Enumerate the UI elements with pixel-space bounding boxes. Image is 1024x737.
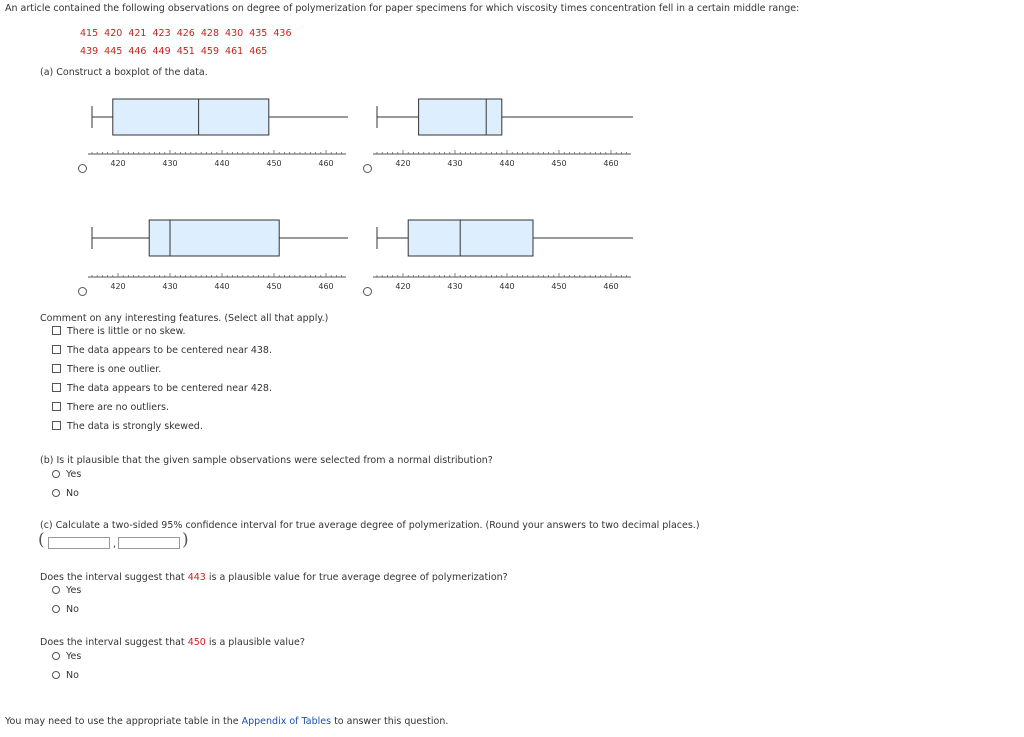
iqr-box (419, 99, 502, 135)
iqr-box (149, 220, 279, 256)
tick-label: 460 (318, 282, 334, 291)
radio-button[interactable] (52, 489, 60, 497)
part-c-prompt: (c) Calculate a two-sided 95% confidence interval for true average degree of polymerization. (Round your answers to two decimal places.) (40, 520, 700, 531)
checkbox[interactable] (52, 364, 61, 373)
checkbox[interactable] (52, 326, 61, 335)
tick-label: 460 (318, 159, 334, 168)
q443-no[interactable]: No (52, 604, 79, 615)
checkbox[interactable] (52, 421, 61, 430)
part-a-prompt: (a) Construct a boxplot of the data. (40, 67, 208, 78)
tick-label: 430 (447, 282, 463, 291)
tick-label: 420 (395, 282, 411, 291)
comment-option-strongly-skewed[interactable]: The data is strongly skewed. (52, 421, 203, 432)
comment-option-centered-428[interactable]: The data appears to be centered near 428. (52, 383, 272, 394)
appendix-link[interactable]: Appendix of Tables (241, 716, 332, 727)
q450-value: 450 (187, 637, 206, 648)
data-row-2: 439 445 446 449 451 459 461 465 (80, 46, 268, 57)
radio-button[interactable] (52, 652, 60, 660)
boxplot-option-4 (371, 213, 633, 297)
tick-label: 450 (266, 282, 282, 291)
tick-label: 450 (551, 159, 567, 168)
tick-label: 420 (110, 159, 126, 168)
tick-label: 430 (162, 159, 178, 168)
comment-option-no-outliers[interactable]: There are no outliers. (52, 402, 169, 413)
close-paren: ) (182, 530, 189, 550)
iqr-box (408, 220, 533, 256)
open-paren: ( (38, 530, 45, 550)
iqr-box (113, 99, 269, 135)
radio-button[interactable] (52, 470, 60, 478)
tick-label: 440 (214, 159, 230, 168)
data-row-1: 415 420 421 423 426 428 430 435 436 (80, 28, 292, 39)
tick-label: 440 (214, 282, 230, 291)
radio-button[interactable] (52, 586, 60, 594)
tick-label: 420 (395, 159, 411, 168)
ci-upper-input[interactable] (118, 537, 180, 549)
boxplot-option-1 (86, 92, 348, 174)
ci-lower-input[interactable] (48, 537, 110, 549)
comment-prompt: Comment on any interesting features. (Select all that apply.) (40, 313, 329, 324)
tick-label: 440 (499, 282, 515, 291)
boxplot-option-2 (371, 92, 633, 174)
part-b-no[interactable]: No (52, 488, 79, 499)
q443-yes[interactable]: Yes (52, 585, 81, 596)
q450-no[interactable]: No (52, 670, 79, 681)
tick-label: 420 (110, 282, 126, 291)
comment-option-one-outlier[interactable]: There is one outlier. (52, 364, 161, 375)
ci-comma: , (113, 539, 117, 550)
q443-value: 443 (187, 572, 206, 583)
comment-option-centered-438[interactable]: The data appears to be centered near 438. (52, 345, 272, 356)
tick-label: 450 (551, 282, 567, 291)
tick-label: 430 (447, 159, 463, 168)
tick-label: 450 (266, 159, 282, 168)
q450-yes[interactable]: Yes (52, 651, 81, 662)
q450-prompt: Does the interval suggest that 450 is a plausible value? (40, 637, 305, 648)
checkbox[interactable] (52, 345, 61, 354)
tick-label: 460 (603, 159, 619, 168)
part-b-yes[interactable]: Yes (52, 469, 81, 480)
radio-button[interactable] (52, 671, 60, 679)
tick-label: 440 (499, 159, 515, 168)
part-b-prompt: (b) Is it plausible that the given sample observations were selected from a normal distribution? (40, 455, 493, 466)
q443-prompt: Does the interval suggest that 443 is a plausible value for true average degree of polymerization? (40, 572, 508, 583)
intro-text: An article contained the following observations on degree of polymerization for paper specimens for which viscosity times concentration fell in a certain middle range: (5, 3, 800, 14)
radio-button[interactable] (52, 605, 60, 613)
checkbox[interactable] (52, 402, 61, 411)
boxplot-option-3 (86, 213, 348, 297)
footer-note: You may need to use the appropriate table in the Appendix of Tables to answer this question. (5, 716, 449, 727)
tick-label: 460 (603, 282, 619, 291)
checkbox[interactable] (52, 383, 61, 392)
comment-option-no-skew[interactable]: There is little or no skew. (52, 326, 186, 337)
tick-label: 430 (162, 282, 178, 291)
